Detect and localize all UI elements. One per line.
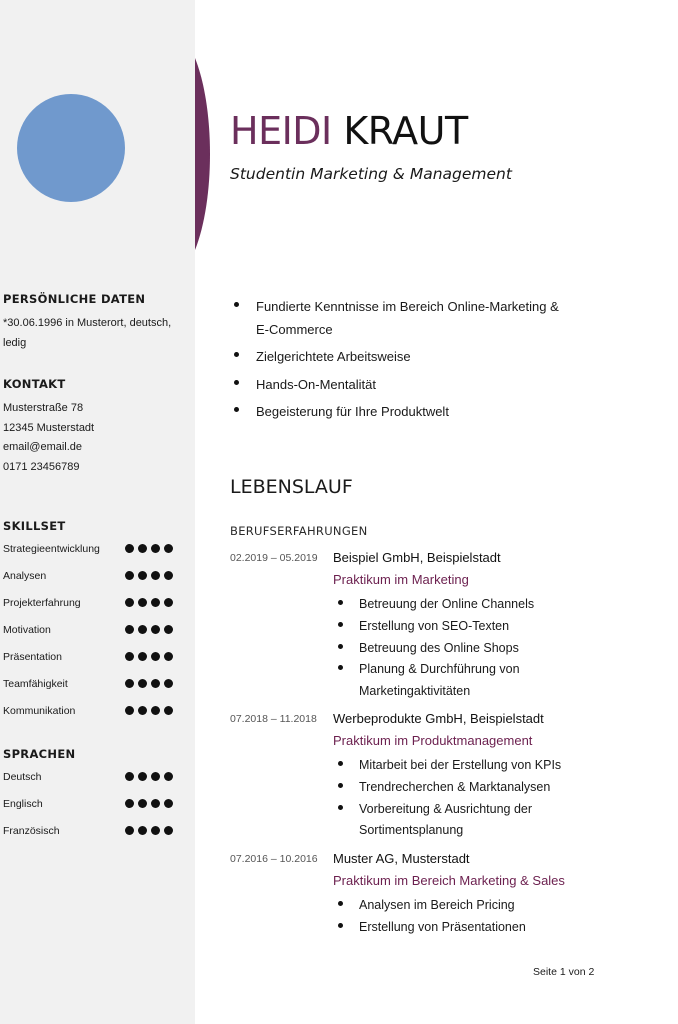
job-task — [335, 755, 655, 777]
job-task — [335, 659, 655, 703]
job-task — [335, 895, 655, 917]
rating-dot — [164, 625, 173, 634]
rating-dot — [164, 706, 173, 715]
job-task — [335, 616, 655, 638]
skill-item — [3, 567, 183, 587]
skill-item-name: Analysen — [3, 570, 47, 582]
language-item-name: Französisch — [3, 825, 60, 837]
contact-text — [3, 399, 188, 477]
rating-dot — [138, 652, 147, 661]
rating-dots — [125, 799, 173, 808]
contact-phone: 0171 23456789 — [3, 460, 80, 473]
job-task-text: Vorbereitung & Ausrichtung der — [359, 801, 533, 816]
job-task-text: Trendrecherchen & Marktanalysen — [359, 779, 551, 794]
rating-dots — [125, 571, 173, 580]
job-task-text: Erstellung von Präsentationen — [359, 919, 526, 934]
job-task-text: Marketingaktivitäten — [359, 684, 471, 699]
job-task-text: Sortimentsplanung — [359, 823, 464, 838]
skillset-heading: SKILLSET — [3, 519, 66, 533]
rating-dot — [164, 571, 173, 580]
rating-dots — [125, 706, 173, 715]
rating-dot — [138, 598, 147, 607]
skill-item-name: Projekterfahrung — [3, 597, 81, 609]
rating-dot — [138, 571, 147, 580]
skill-item-name: Teamfähigkeit — [3, 678, 68, 690]
job-task — [335, 777, 655, 799]
rating-dots — [125, 544, 173, 553]
cv-heading: LEBENSLAUF — [230, 476, 353, 498]
language-item — [3, 822, 183, 842]
rating-dot — [125, 799, 134, 808]
rating-dot — [138, 625, 147, 634]
job-task-text: Mitarbeit bei der Erstellung von KPIs — [359, 758, 562, 772]
rating-dot — [151, 544, 160, 553]
highlight-text: Begeisterung für Ihre Produktwelt — [256, 404, 449, 419]
profile-photo-placeholder — [17, 94, 125, 202]
job-date: 07.2016 – 10.2016 — [230, 853, 318, 865]
skill-item — [3, 594, 183, 614]
language-item — [3, 795, 183, 815]
personal-data-heading: PERSÖNLICHE DATEN — [3, 292, 146, 306]
job-task — [335, 799, 655, 843]
job-task-list — [335, 755, 655, 842]
rating-dot — [125, 679, 134, 688]
highlight-text: Zielgerichtete Arbeitsweise — [256, 349, 411, 364]
language-item — [3, 768, 183, 788]
rating-dot — [125, 544, 134, 553]
job-subtitle: Studentin Marketing & Management — [230, 165, 512, 183]
skill-item — [3, 702, 183, 722]
skill-item — [3, 675, 183, 695]
skill-item — [3, 540, 183, 560]
job-company: Beispiel GmbH, Beispielstadt — [333, 550, 501, 565]
job-title: Praktikum im Produktmanagement — [333, 733, 533, 748]
highlight-item — [232, 401, 632, 424]
rating-dot — [151, 571, 160, 580]
job-task-list — [335, 895, 655, 939]
skill-item-name: Kommunikation — [3, 705, 76, 717]
highlight-list — [232, 296, 632, 429]
rating-dot — [138, 799, 147, 808]
rating-dot — [125, 571, 134, 580]
rating-dot — [164, 598, 173, 607]
job-task — [335, 594, 655, 616]
sidebar — [0, 0, 195, 1024]
candidate-name — [230, 108, 468, 154]
rating-dot — [151, 625, 160, 634]
job-company: Muster AG, Musterstadt — [333, 851, 470, 866]
experience-heading: BERUFSERFAHRUNGEN — [230, 524, 368, 538]
rating-dots — [125, 679, 173, 688]
rating-dots — [125, 826, 173, 835]
rating-dot — [151, 799, 160, 808]
job-task — [335, 917, 655, 939]
highlight-item — [232, 346, 632, 369]
rating-dot — [125, 706, 134, 715]
rating-dot — [125, 598, 134, 607]
rating-dot — [151, 706, 160, 715]
rating-dot — [138, 772, 147, 781]
rating-dots — [125, 625, 173, 634]
job-task-text: Planung & Durchführung von — [359, 662, 520, 677]
job-task-text: Analysen im Bereich Pricing — [359, 898, 515, 912]
highlight-item — [232, 374, 632, 397]
rating-dot — [164, 826, 173, 835]
job-title: Praktikum im Marketing — [333, 572, 469, 587]
rating-dot — [125, 826, 134, 835]
rating-dot — [164, 772, 173, 781]
job-task-text: Betreuung der Online Channels — [359, 597, 535, 611]
skill-item — [3, 648, 183, 668]
job-title: Praktikum im Bereich Marketing & Sales — [333, 873, 565, 888]
language-item-name: Englisch — [3, 798, 43, 810]
rating-dot — [138, 679, 147, 688]
job-task — [335, 638, 655, 660]
personal-data-text: *30.06.1996 in Musterort, deutsch, ledig — [3, 317, 172, 349]
page-number: Seite 1 von 2 — [533, 966, 595, 978]
language-item-name: Deutsch — [3, 771, 42, 783]
rating-dot — [125, 772, 134, 781]
contact-street: Musterstraße 78 — [3, 402, 84, 414]
rating-dots — [125, 652, 173, 661]
first-name: HEIDI — [230, 109, 332, 153]
job-date: 02.2019 – 05.2019 — [230, 552, 318, 564]
highlight-text: E-Commerce — [256, 321, 333, 337]
highlight-item — [232, 296, 632, 341]
rating-dot — [125, 625, 134, 634]
job-task-list — [335, 594, 655, 703]
contact-email[interactable]: email@email.de — [3, 441, 83, 453]
rating-dot — [151, 826, 160, 835]
job-company: Werbeprodukte GmbH, Beispielstadt — [333, 711, 544, 726]
rating-dot — [138, 544, 147, 553]
job-task-text: Erstellung von SEO-Texten — [359, 618, 510, 633]
rating-dots — [125, 772, 173, 781]
contact-heading: KONTAKT — [3, 377, 66, 391]
rating-dot — [138, 826, 147, 835]
skill-item-name: Motivation — [3, 624, 51, 636]
last-name: KRAUT — [343, 109, 468, 153]
rating-dot — [151, 652, 160, 661]
rating-dot — [164, 544, 173, 553]
rating-dot — [151, 679, 160, 688]
job-task-text: Betreuung des Online Shops — [359, 640, 519, 655]
rating-dot — [125, 652, 134, 661]
rating-dot — [151, 772, 160, 781]
rating-dot — [164, 679, 173, 688]
rating-dot — [151, 598, 160, 607]
rating-dot — [164, 652, 173, 661]
rating-dot — [164, 799, 173, 808]
languages-heading: SPRACHEN — [3, 747, 76, 761]
highlight-text: Hands-On-Mentalität — [256, 376, 376, 392]
rating-dot — [138, 706, 147, 715]
skill-item-name: Strategieentwicklung — [3, 543, 100, 555]
rating-dots — [125, 598, 173, 607]
skill-item-name: Präsentation — [3, 651, 62, 663]
skill-item — [3, 621, 183, 641]
highlight-text: Fundierte Kenntnisse im Bereich Online-Marketing & — [256, 299, 559, 314]
job-date: 07.2018 – 11.2018 — [230, 713, 317, 725]
contact-city: 12345 Musterstadt — [3, 421, 95, 434]
accent-arc — [195, 58, 215, 250]
